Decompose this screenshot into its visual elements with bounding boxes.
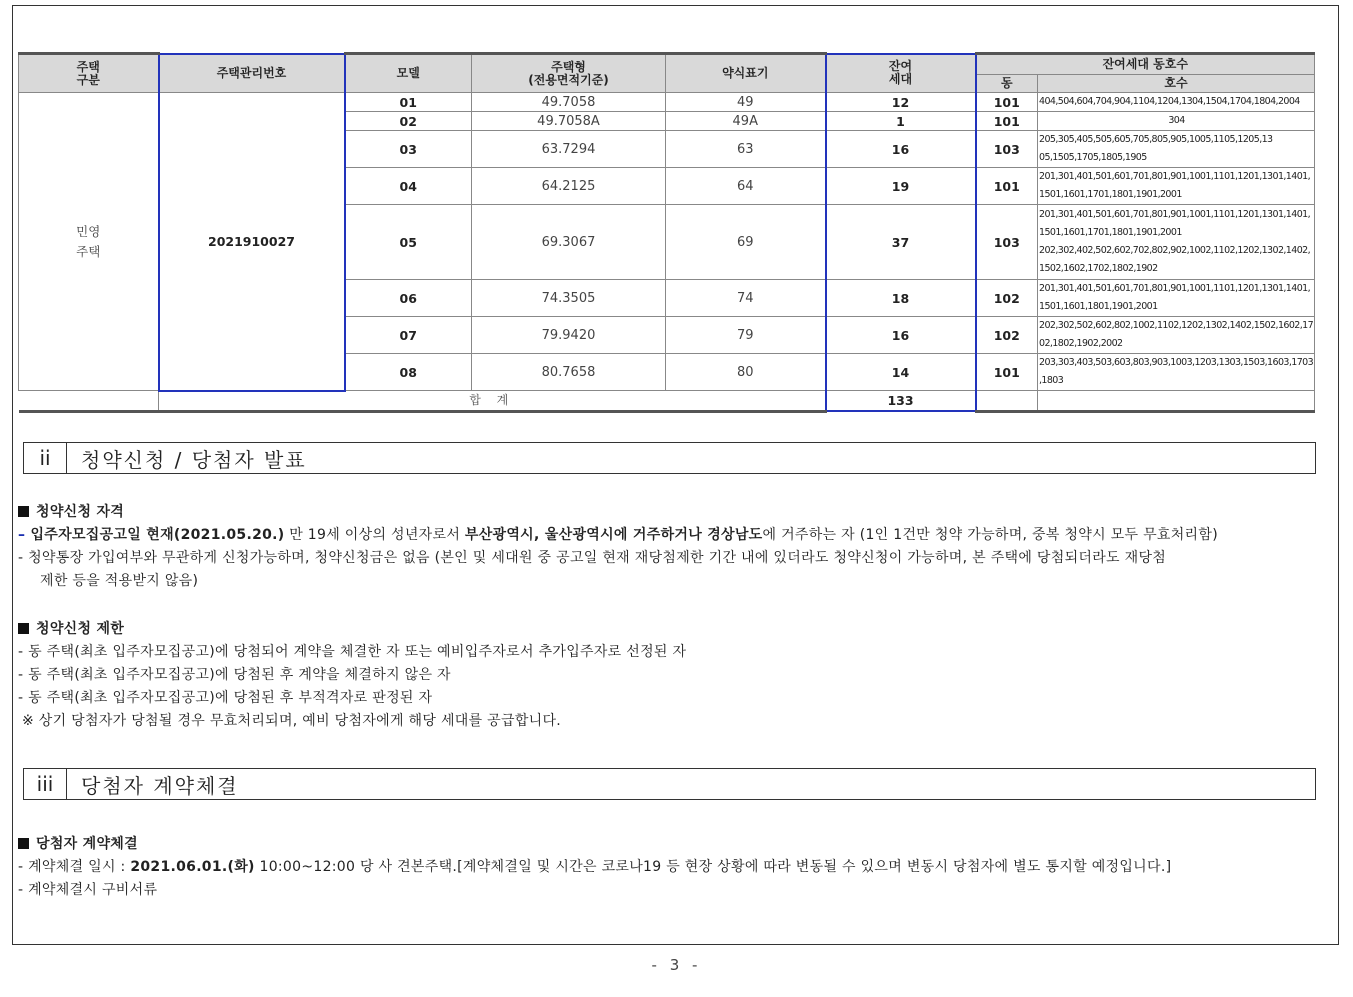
dong-cell: 103 bbox=[976, 131, 1038, 168]
table-row bbox=[19, 93, 1315, 112]
housing-kind: 민영 주택 bbox=[19, 93, 159, 391]
dong-cell: 103 bbox=[976, 205, 1038, 280]
header-model: 모델 bbox=[345, 54, 472, 93]
contract-line-1: - 계약체결 일시 : 2021.06.01.(화) 10:00~12:00 당 사 견본주택.[계약체결일 및 시간은 코로나19 등 현장 상황에 따라 변동될 수 있으며 변동시 당첨자에 별도 통지할 예정입니다.] bbox=[18, 859, 1172, 875]
short-cell: 63 bbox=[666, 131, 826, 168]
section-header-apply bbox=[23, 442, 1316, 474]
type-cell: 79.9420 bbox=[472, 317, 666, 354]
section-header-contract bbox=[23, 768, 1316, 800]
header-type: 주택 구분 bbox=[19, 54, 159, 93]
ho-cell: 202,302,502,602,802,1002,1102,1202,1302,1402,1502,1602,17 02,1802,1902,2002 bbox=[1038, 317, 1315, 354]
model-cell: 01 bbox=[345, 93, 472, 112]
header-mgmt-no: 주택관리번호 bbox=[159, 54, 345, 93]
square-bullet-icon bbox=[18, 838, 29, 849]
restriction-heading: 청약신청 제한 bbox=[36, 621, 125, 637]
restriction-line-1: - 동 주택(최초 입주자모집공고)에 당첨되어 계약을 체결한 자 또는 예비입주자로서 추가입주자로 선정된 자 bbox=[18, 644, 687, 660]
type-cell: 63.7294 bbox=[472, 131, 666, 168]
ho-cell: 201,301,401,501,601,701,801,901,1001,1101,1201,1301,1401, 1501,1601,1801,1901,2001 bbox=[1038, 280, 1315, 317]
qualification-block bbox=[18, 501, 1218, 593]
remain-cell: 37 bbox=[826, 205, 976, 280]
model-cell: 08 bbox=[345, 354, 472, 391]
contract-heading: 당첨자 계약체결 bbox=[36, 836, 138, 852]
type-cell: 69.3067 bbox=[472, 205, 666, 280]
restriction-block bbox=[18, 618, 686, 733]
section-title: 당첨자 계약체결 bbox=[81, 773, 239, 798]
ho-cell: 404,504,604,704,904,1104,1204,1304,1504,1704,1804,2004 bbox=[1038, 93, 1315, 112]
qualification-line-2: - 청약통장 가입여부와 무관하게 신청가능하며, 청약신청금은 없음 (본인 및 세대원 중 공고일 현재 재당첨제한 기간 내에 있더라도 청약신청이 가능하며, 본 주택에 당첨되더라도 재당첨 bbox=[18, 550, 1167, 566]
sum-value: 133 bbox=[826, 391, 976, 412]
dong-cell: 101 bbox=[976, 112, 1038, 131]
model-cell: 04 bbox=[345, 168, 472, 205]
header-house-type: 주택형 (전용면적기준) bbox=[472, 54, 666, 93]
page-number: - 3 - bbox=[651, 956, 702, 974]
qualification-heading: 청약신청 자격 bbox=[36, 504, 125, 520]
section-number: ii bbox=[24, 443, 67, 473]
short-cell: 80 bbox=[666, 354, 826, 391]
mgmt-number: 2021910027 bbox=[159, 93, 345, 391]
type-cell: 49.7058 bbox=[472, 93, 666, 112]
short-cell: 49 bbox=[666, 93, 826, 112]
type-cell: 49.7058A bbox=[472, 112, 666, 131]
short-cell: 49A bbox=[666, 112, 826, 131]
header-short: 약식표기 bbox=[666, 54, 826, 93]
remain-cell: 16 bbox=[826, 131, 976, 168]
short-cell: 79 bbox=[666, 317, 826, 354]
ho-cell: 201,301,401,501,601,701,801,901,1001,1101,1201,1301,1401, 1501,1601,1701,1801,1901,2001 202,302,402,502,602,702,802,902,1002,1102,1202,1302,1402, 1502,1602,1702,1802,1902 bbox=[1038, 205, 1315, 280]
restriction-line-2: - 동 주택(최초 입주자모집공고)에 당첨된 후 계약을 체결하지 않은 자 bbox=[18, 667, 451, 683]
header-remain: 잔여 세대 bbox=[826, 54, 976, 93]
type-cell: 80.7658 bbox=[472, 354, 666, 391]
section-title: 청약신청 / 당첨자 발표 bbox=[81, 447, 307, 472]
remain-cell: 14 bbox=[826, 354, 976, 391]
sum-label: 합 계 bbox=[159, 391, 826, 412]
model-cell: 02 bbox=[345, 112, 472, 131]
table-sum-row bbox=[19, 391, 1315, 412]
header-remain-units: 잔여세대 동호수 bbox=[976, 54, 1315, 75]
restriction-line-3: - 동 주택(최초 입주자모집공고)에 당첨된 후 부적격자로 판정된 자 bbox=[18, 690, 433, 706]
header-ho: 호수 bbox=[1038, 75, 1315, 93]
ho-cell: 205,305,405,505,605,705,805,905,1005,1105,1205,13 05,1505,1705,1805,1905 bbox=[1038, 131, 1315, 168]
remain-cell: 19 bbox=[826, 168, 976, 205]
dong-cell: 101 bbox=[976, 354, 1038, 391]
short-cell: 69 bbox=[666, 205, 826, 280]
type-cell: 74.3505 bbox=[472, 280, 666, 317]
remain-cell: 16 bbox=[826, 317, 976, 354]
model-cell: 06 bbox=[345, 280, 472, 317]
remain-cell: 1 bbox=[826, 112, 976, 131]
square-bullet-icon bbox=[18, 623, 29, 634]
model-cell: 07 bbox=[345, 317, 472, 354]
dong-cell: 102 bbox=[976, 280, 1038, 317]
remaining-units-table bbox=[18, 52, 1315, 413]
remain-cell: 12 bbox=[826, 93, 976, 112]
section-number: iii bbox=[24, 769, 67, 799]
qualification-line-1: – 입주자모집공고일 현재(2021.05.20.) 만 19세 이상의 성년자로서 부산광역시, 울산광역시에 거주하거나 경상남도에 거주하는 자 (1인 1건만 청약 가능하며, 중복 청약시 모두 무효처리함) bbox=[18, 527, 1218, 543]
ho-cell: 203,303,403,503,603,803,903,1003,1203,1303,1503,1603,1703 ,1803 bbox=[1038, 354, 1315, 391]
dong-cell: 101 bbox=[976, 93, 1038, 112]
remain-cell: 18 bbox=[826, 280, 976, 317]
restriction-note: ※ 상기 당첨자가 당첨될 경우 무효처리되며, 예비 당첨자에게 해당 세대를 공급합니다. bbox=[22, 713, 562, 729]
ho-cell: 304 bbox=[1038, 112, 1315, 131]
contract-block bbox=[18, 833, 1171, 902]
model-cell: 05 bbox=[345, 205, 472, 280]
dong-cell: 102 bbox=[976, 317, 1038, 354]
header-dong: 동 bbox=[976, 75, 1038, 93]
qualification-line-3: 제한 등을 적용받지 않음) bbox=[40, 573, 199, 589]
square-bullet-icon bbox=[18, 506, 29, 517]
short-cell: 64 bbox=[666, 168, 826, 205]
dong-cell: 101 bbox=[976, 168, 1038, 205]
ho-cell: 201,301,401,501,601,701,801,901,1001,1101,1201,1301,1401, 1501,1601,1701,1801,1901,2001 bbox=[1038, 168, 1315, 205]
model-cell: 03 bbox=[345, 131, 472, 168]
short-cell: 74 bbox=[666, 280, 826, 317]
contract-line-2: - 계약체결시 구비서류 bbox=[18, 882, 158, 898]
type-cell: 64.2125 bbox=[472, 168, 666, 205]
